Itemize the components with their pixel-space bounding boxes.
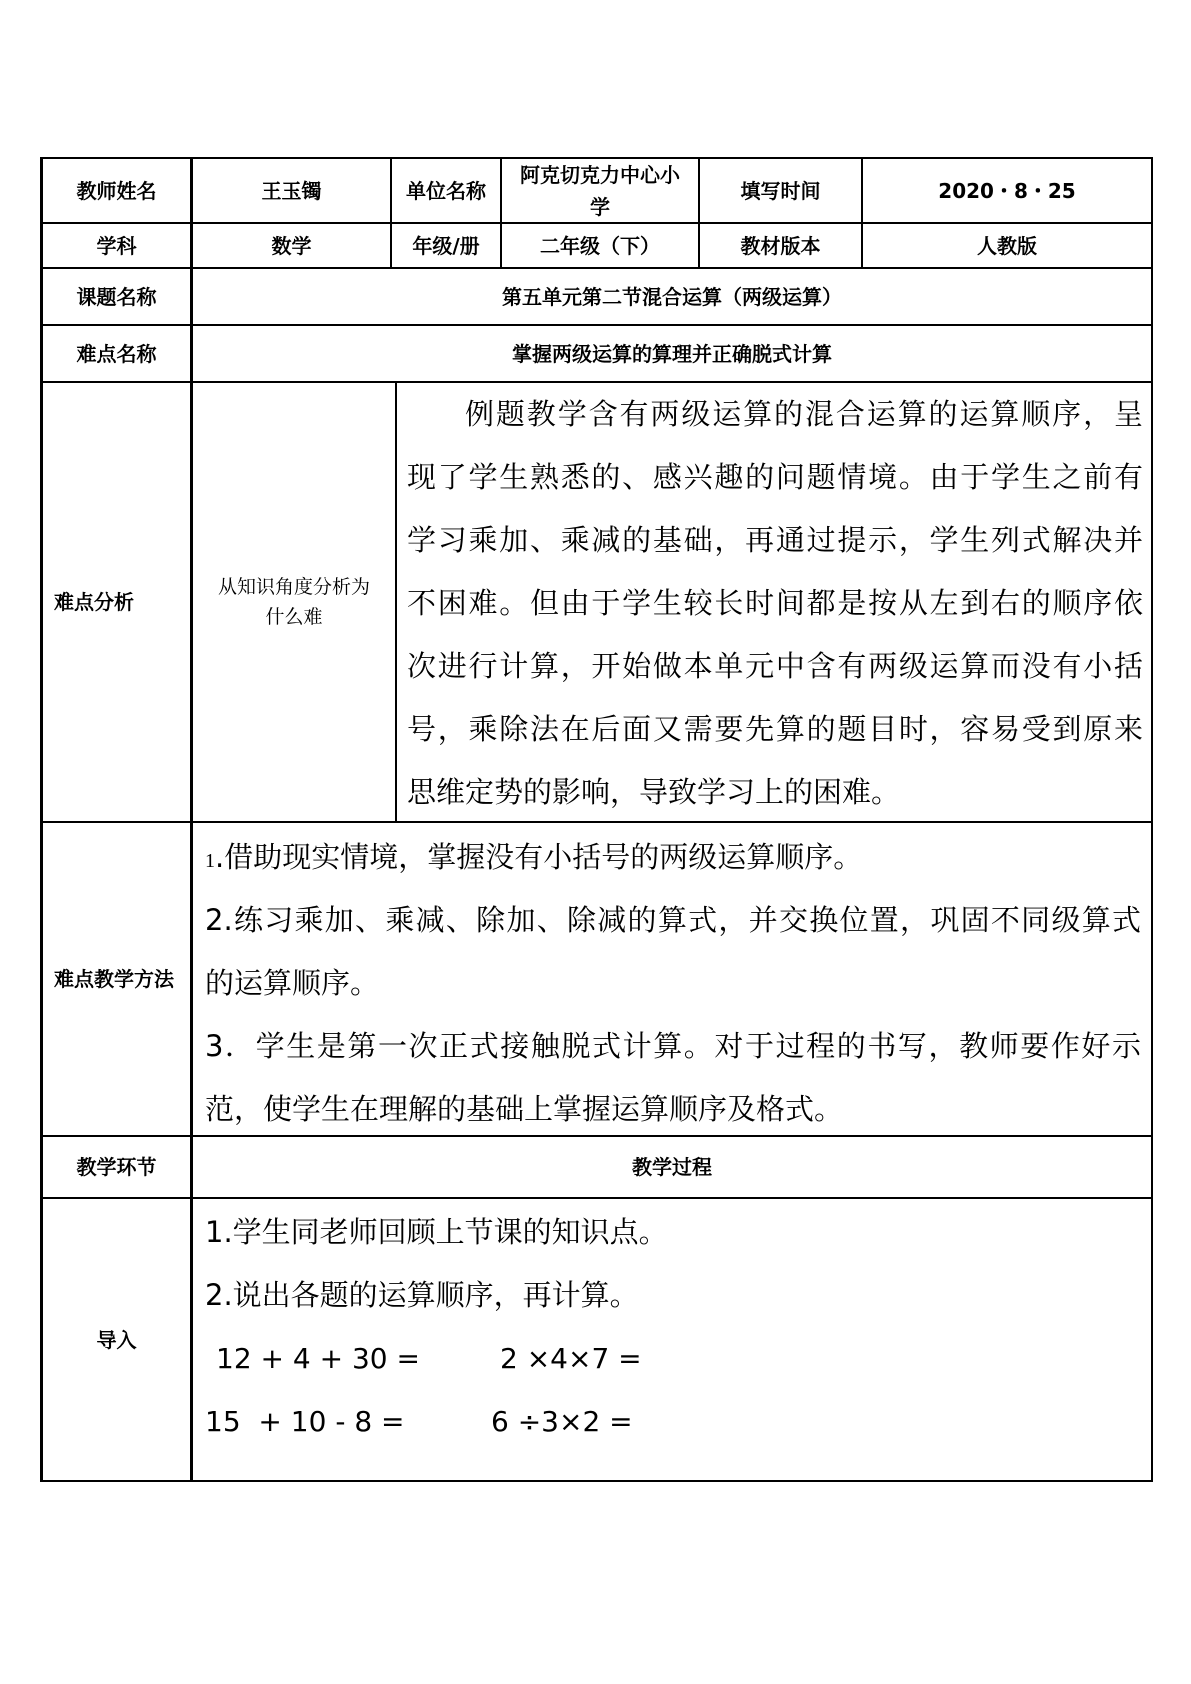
exercise: 6 ÷3×2 = [491,1405,633,1438]
methods-item-number: 1 [205,850,215,872]
stage-header-cell [43,1137,193,1199]
date-value: 2020・8・25 [938,178,1076,203]
analysis-label-cell [43,383,193,823]
stage-header: 教学环节 [76,1155,157,1179]
date-value-cell [863,159,1153,224]
methods-item-text: .借助现实情境，掌握没有小括号的两级运算顺序。 [215,840,863,874]
analysis-label: 难点分析 [54,590,134,614]
topic-value-cell [193,269,1153,326]
methods-text-cell [193,823,1153,1137]
grade-label-cell [392,224,502,269]
exercise: 15 + 10 - 8 = [205,1405,405,1438]
school-value: 阿克切克力中心小学 [520,162,680,219]
subject-label-cell [43,224,193,269]
teacher-name-value-cell [193,159,392,224]
intro-label: 导入 [96,1327,137,1352]
teacher-name-label: 教师姓名 [76,178,157,203]
analysis-line: 不困难。但由于学生较长时间都是按从左到右的顺序依 [407,586,1143,620]
analysis-line: 号，乘除法在后面又需要先算的题目时，容易受到原来 [407,712,1143,746]
analysis-line: 思维定势的影响，导致学习上的困难。 [407,775,901,809]
difficulty-label-cell [43,326,193,383]
analysis-text-cell [397,383,1153,823]
topic-label-cell [43,269,193,326]
intro-line: 2.说出各题的运算顺序，再计算。 [205,1278,639,1312]
school-label: 单位名称 [406,178,486,203]
analysis-angle: 从知识角度分析为什么难 [217,576,370,628]
methods-line: 范，使学生在理解的基础上掌握运算顺序及格式。 [205,1092,844,1126]
difficulty-label: 难点名称 [76,341,157,366]
topic-value: 第五单元第二节混合运算（两级运算） [502,284,842,309]
process-header: 教学过程 [632,1155,712,1179]
school-label-cell [392,159,502,224]
exercise-row [205,1327,1141,1390]
edition-value: 人教版 [977,233,1037,258]
analysis-line: 现了学生熟悉的、感兴趣的问题情境。由于学生之前有 [407,460,1143,494]
intro-content-cell [193,1199,1153,1482]
intro-label-cell [43,1199,193,1482]
subject-label: 学科 [96,233,137,258]
exercise: 2 ×4×7 = [500,1342,642,1375]
school-value-cell [502,159,700,224]
methods-line: 的运算顺序。 [205,966,380,1000]
edition-value-cell [863,224,1153,269]
methods-line: 3．学生是第一次正式接触脱式计算。对于过程的书写，教师要作好示 [205,1029,1141,1063]
exercise-row [205,1390,1141,1453]
analysis-line: 次进行计算，开始做本单元中含有两级运算而没有小括 [407,649,1143,683]
analysis-angle-cell [193,383,397,823]
topic-label: 课题名称 [76,284,157,309]
difficulty-value-cell [193,326,1153,383]
methods-line [205,826,1141,889]
teacher-name-label-cell [43,159,193,224]
subject-value: 数学 [271,233,312,258]
exercise: 12 + 4 + 30 = [216,1342,420,1375]
analysis-line: 学习乘加、乘减的基础，再通过提示，学生列式解决并 [407,523,1143,557]
grade-value: 二年级（下） [540,233,660,258]
intro-line: 1.学生同老师回顾上节课的知识点。 [205,1215,668,1249]
analysis-line: 例题教学含有两级运算的混合运算的运算顺序，呈 [465,397,1143,431]
edition-label: 教材版本 [740,233,821,258]
methods-label: 难点教学方法 [54,967,174,991]
grade-label: 年级/册 [412,233,480,258]
edition-label-cell [700,224,863,269]
date-label-cell [700,159,863,224]
teacher-name-value: 王玉镯 [261,178,322,203]
methods-label-cell [43,823,193,1137]
methods-line: 2.练习乘加、乘减、除加、除减的算式，并交换位置，巩固不同级算式 [205,903,1141,937]
lesson-plan-table [40,157,1153,1482]
difficulty-value: 掌握两级运算的算理并正确脱式计算 [512,341,832,366]
grade-value-cell [502,224,700,269]
date-label: 填写时间 [740,178,821,203]
subject-value-cell [193,224,392,269]
process-header-cell [193,1137,1153,1199]
